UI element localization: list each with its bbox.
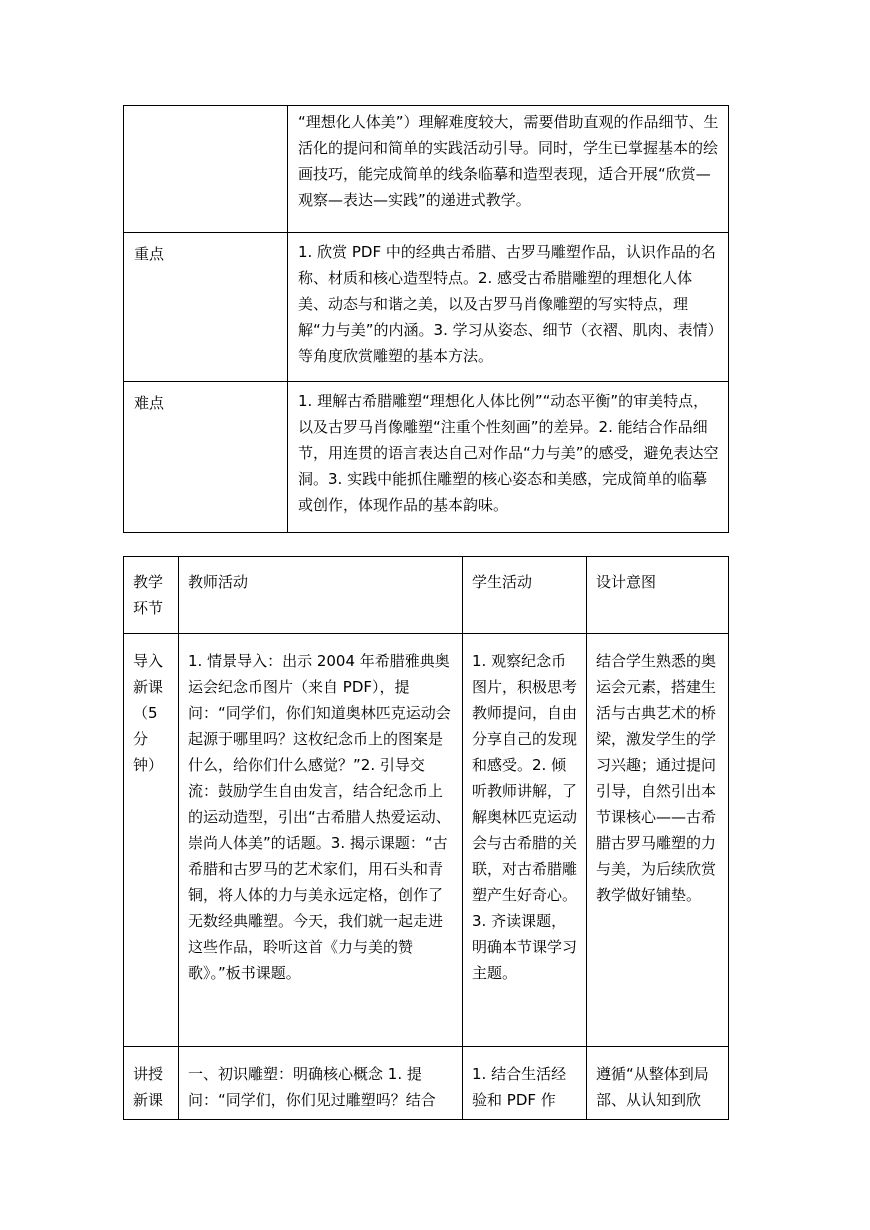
stage-cell: 讲授新课 bbox=[124, 1047, 179, 1120]
key-points-text: 1. 欣赏 PDF 中的经典古希腊、古罗马雕塑作品，认识作品的名称、材质和核心造型特点。2. 感受古希腊雕塑的理想化人体美、动态与和谐之美，以及古罗马肖像雕塑的写实特点，理解“力与美”的内涵。3. 学习从姿态、细节（衣褶、肌肉、表情）等角度欣赏雕塑的基本方法。 bbox=[288, 233, 729, 382]
design-intent-cell: 遵循“从整体到局部、从认知到欣 bbox=[587, 1047, 729, 1120]
student-analysis-text: “理想化人体美”）理解难度较大，需要借助直观的作品细节、生活化的提问和简单的实践活动引导。同时，学生已掌握基本的绘画技巧，能完成简单的线条临摹和造型表现，适合开展“欣赏—观察—表达—实践”的递进式教学。 bbox=[288, 106, 729, 233]
lesson-analysis-table bbox=[123, 105, 729, 533]
teaching-process-table bbox=[123, 556, 729, 1120]
table-row bbox=[124, 1047, 729, 1120]
table-row bbox=[124, 106, 729, 233]
stage-cell: 导入新课（5分钟） bbox=[124, 634, 179, 1047]
header-student-activity: 学生活动 bbox=[463, 557, 587, 634]
design-intent-cell: 结合学生熟悉的奥运会元素，搭建生活与古典艺术的桥梁，激发学生的学习兴趣；通过提问引导，自然引出本节课核心——古希腊古罗马雕塑的力与美，为后续欣赏教学做好铺垫。 bbox=[587, 634, 729, 1047]
student-activity-cell: 1. 结合生活经验和 PDF 作 bbox=[463, 1047, 587, 1120]
teacher-activity-cell: 一、初识雕塑：明确核心概念 1. 提问：“同学们，你们见过雕塑吗？结合 bbox=[179, 1047, 463, 1120]
difficulties-label: 难点 bbox=[124, 382, 288, 533]
header-teacher-activity: 教师活动 bbox=[179, 557, 463, 634]
student-activity-cell: 1. 观察纪念币图片，积极思考教师提问，自由分享自己的发现和感受。2. 倾听教师讲解，了解奥林匹克运动会与古希腊的关联，对古希腊雕塑产生好奇心。3. 齐读课题，明确本节课学习主题。 bbox=[463, 634, 587, 1047]
row-label bbox=[124, 106, 288, 233]
header-design-intent: 设计意图 bbox=[587, 557, 729, 634]
teacher-activity-cell: 1. 情景导入：出示 2004 年希腊雅典奥运会纪念币图片（来自 PDF），提问：“同学们，你们知道奥林匹克运动会起源于哪里吗？这枚纪念币上的图案是什么，给你们什么感觉？”2. 引导交流：鼓励学生自由发言，结合纪念币上的运动造型，引出“古希腊人热爱运动、崇尚人体美”的话题。3. 揭示课题：“古希腊和古罗马的艺术家们，用石头和青铜，将人体的力与美永远定格，创作了无数经典雕塑。今天，我们就一起走进这些作品，聆听这首《力与美的赞歌》。”板书课题。 bbox=[179, 634, 463, 1047]
difficulties-text: 1. 理解古希腊雕塑“理想化人体比例”“动态平衡”的审美特点，以及古罗马肖像雕塑“注重个性刻画”的差异。2. 能结合作品细节，用连贯的语言表达自己对作品“力与美”的感受，避免表达空洞。3. 实践中能抓住雕塑的核心姿态和美感，完成简单的临摹或创作，体现作品的基本韵味。 bbox=[288, 382, 729, 533]
table-row bbox=[124, 382, 729, 533]
key-points-label: 重点 bbox=[124, 233, 288, 382]
header-stage: 教学环节 bbox=[124, 557, 179, 634]
table-header-row bbox=[124, 557, 729, 634]
table-row bbox=[124, 233, 729, 382]
table-row bbox=[124, 634, 729, 1047]
